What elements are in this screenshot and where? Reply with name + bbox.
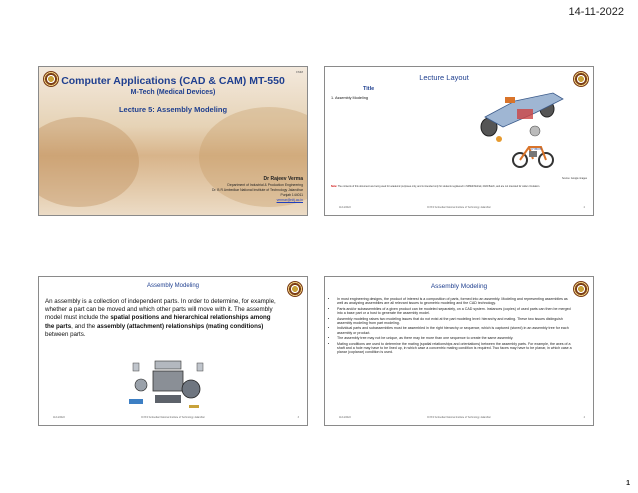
footer-date: 11/14/2022 [339, 206, 351, 209]
para-text: between parts. [45, 330, 86, 338]
institute-logo [573, 71, 589, 87]
layout-item: 1. Assembly Modeling [331, 96, 368, 100]
bolt-part [189, 405, 199, 408]
slide-3-assembly-definition [38, 276, 308, 426]
engine-part [529, 151, 537, 157]
slide-heading: Assembly Modeling [146, 283, 200, 289]
engine-exploded-image [125, 355, 211, 413]
slide-1-title [38, 66, 308, 216]
slide-4-assembly-modeling-notes [324, 276, 594, 426]
author-place: Punjab 144011 [280, 193, 303, 197]
author-email-link[interactable]: vermar@nitj.ac.in [276, 198, 303, 202]
engine-block [517, 109, 533, 119]
footer-slide-number: 3 [297, 416, 299, 419]
background-texture [38, 117, 139, 207]
bullet-item: • Mating conditions are used to determine the mating (spatial relationships and orientations) between the assembly parts. For example, the axes of a shaft and a hole may have to be lined up, in which case a concentric mating condition is required. Two faces may have to be planar, in which case a planar (coplanar) condition is used. [337, 342, 573, 355]
para-bold: spatial positions and hierarchical relationships among the parts [45, 314, 271, 330]
lecture-title: Lecture 5: Assembly Modeling [118, 105, 228, 114]
image-source: Source: Google images [562, 177, 587, 180]
piston [133, 363, 139, 371]
slide-2-lecture-layout [324, 66, 594, 216]
manifold-part [129, 399, 143, 404]
exploded-motorbike-image [511, 139, 555, 169]
image-callout: CYBO® [531, 147, 542, 151]
footer-institute: Dr B R Ambedkar National Institute of Technology Jalandhar [427, 206, 491, 209]
usage-note [331, 185, 587, 188]
cylinder-head [155, 361, 181, 369]
footer-date: 11/14/2022 [339, 416, 351, 419]
pulley [135, 379, 147, 391]
slide-tag: FMM [296, 70, 303, 74]
bullet-item: • In most engineering designs, the product of interest is a composition of parts, formed into an assembly. Modeling and representing assemblies as well as analyzing assemblies are all relevant issues to geometric modeling and the CAD technology. [337, 297, 573, 305]
course-title: Computer Applications (CAD & CAM) MT-550 [61, 75, 285, 87]
engine-block [153, 371, 183, 391]
piston [197, 363, 203, 371]
bullet-list [331, 297, 573, 356]
footer-slide-number: 2 [583, 206, 585, 209]
bullet-item: • Individual parts and subassemblies must be assembled in the right hierarchy or sequence, which is captured (stored) in an assembly tree for each assembly or product. [337, 326, 573, 334]
bullet-item: • Parts and/or subassemblies of a given product can be modeled separately, on a CAD system. Instances (copies) of used parts can then be merged into a base part or a host to generate the assembly model. [337, 307, 573, 315]
slide-footer [325, 206, 593, 212]
para-bold: assembly (attachment) relationships (mating conditions) [96, 322, 264, 330]
flywheel [182, 380, 200, 398]
note-label: Note: [331, 185, 338, 188]
note-text: The contents of this document are being used for academic purposes only, and is intended only for students registered in NIPER-Mohali, 2022 Batch, and are not intended for wider circulation. [337, 185, 540, 188]
print-date: 14-11-2022 [568, 6, 624, 18]
footer-institute: Dr B R Ambedkar National Institute of Technology Jalandhar [427, 416, 491, 419]
bullet-item: • Assembly modeling raises two modeling issues that do not exist at the part modeling level: hierarchy and mating. These two issues distinguish assembly modeling from part modeling. [337, 317, 573, 325]
course-subtitle: M-Tech (Medical Devices) [130, 89, 216, 96]
footer-date: 11/14/2022 [53, 416, 65, 419]
seat-part [505, 97, 515, 103]
slide-footer [39, 416, 307, 422]
footer-institute: Dr B R Ambedkar National Institute of Technology Jalandhar [141, 416, 205, 419]
author-name: Dr Rajeev Verma [263, 176, 303, 182]
bullet-item: • The assembly tree may not be unique, as there may be more than one sequence to create the same assembly. [337, 336, 573, 340]
author-institute: Dr. B R Ambedkar National Institute of Technology Jalandhar [212, 188, 303, 192]
author-department: Department of Industrial & Production Engineering [227, 183, 303, 187]
definition-paragraph [45, 298, 281, 339]
slide-heading: Assembly Modeling [430, 283, 488, 290]
author-block [212, 176, 303, 203]
oil-pan [155, 395, 181, 403]
footer-slide-number: 4 [583, 416, 585, 419]
slide-subheading: Title [363, 86, 375, 92]
part [530, 126, 540, 136]
page-number: 1 [626, 480, 630, 487]
part [496, 136, 502, 142]
para-text: An assembly is a collection of independent parts. In order to determine, for example, whether a part can be moved and which other parts will move with it. The assembly model must include the [45, 298, 276, 322]
slide-heading: Lecture Layout [419, 73, 469, 82]
slide-footer [325, 416, 593, 422]
para-text: , and the [71, 322, 97, 330]
